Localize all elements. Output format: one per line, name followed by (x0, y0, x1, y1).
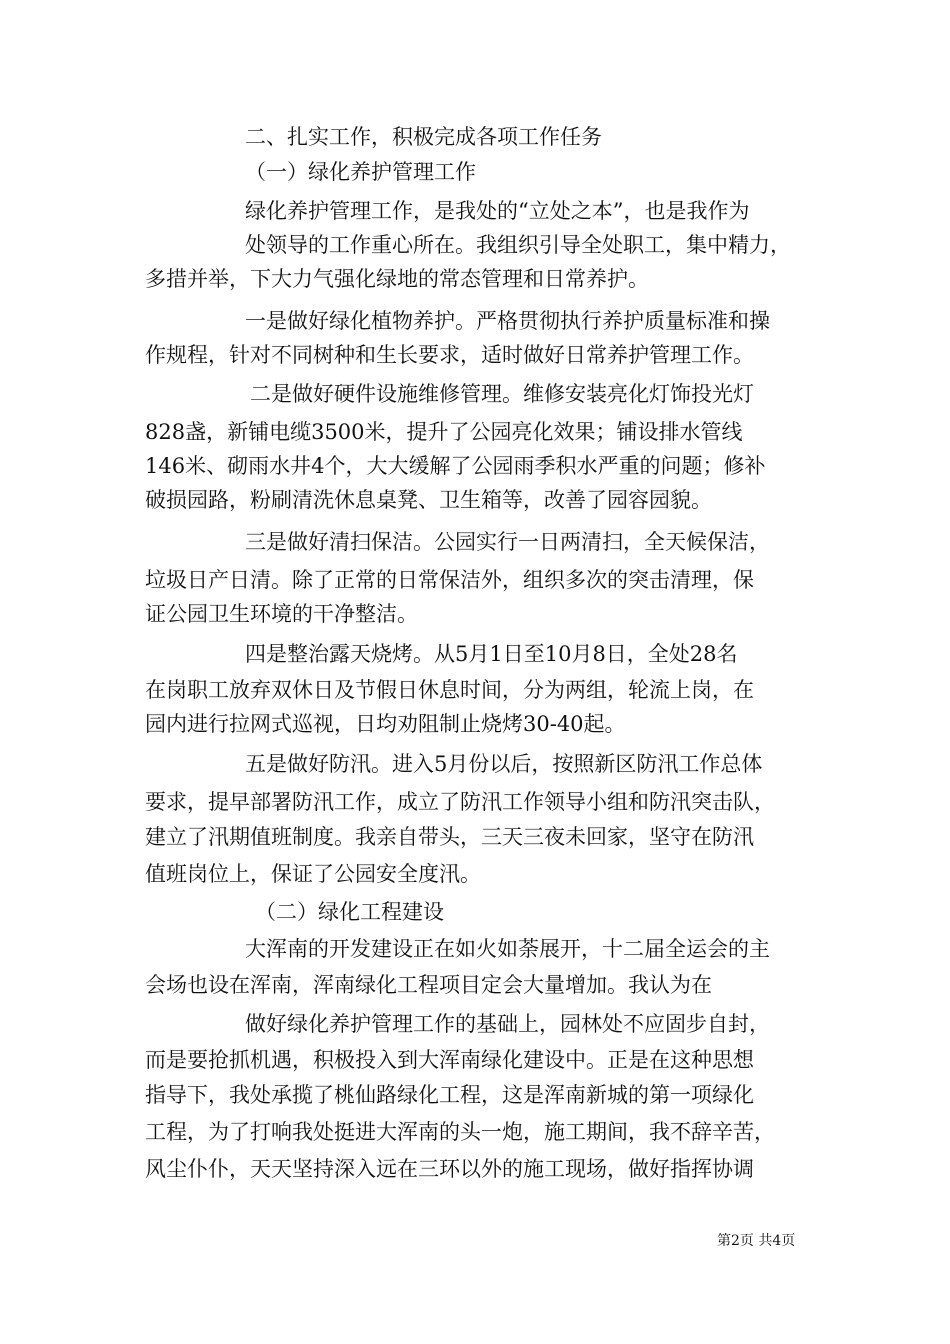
paragraph-line: 工程，为了打响我处挺进大浑南的头一炮，施工期间，我不辞辛苦， (145, 1120, 775, 1144)
paragraph-line: 大浑南的开发建设正在如火如荼展开，十二届全运会的主 (245, 937, 770, 961)
paragraph-line: 146米、砌雨水井4个，大大缓解了公园雨季积水严重的问题；修补 (145, 454, 766, 478)
paragraph-line: 园内进行拉网式巡视，日均劝阻制止烧烤30-40起。 (145, 712, 626, 736)
paragraph-line: 值班岗位上，保证了公园安全度汛。 (145, 862, 481, 886)
paragraph-line: 垃圾日产日清。除了正常的日常保洁外，组织多次的突击清理，保 (145, 568, 754, 592)
paragraph-line: 一是做好绿化植物养护。严格贯彻执行养护质量标准和操 (245, 309, 770, 333)
paragraph-line: 二是做好硬件设施维修管理。维修安装亮化灯饰投光灯 (250, 382, 754, 406)
paragraph-line: 五是做好防汛。进入5月份以后，按照新区防汛工作总体 (245, 752, 763, 776)
paragraph-line: 作规程，针对不同树种和生长要求，适时做好日常养护管理工作。 (145, 343, 754, 367)
subsection-heading: （一）绿化养护管理工作 (245, 160, 476, 184)
paragraph-line: 在岗职工放弃双休日及节假日休息时间，分为两组，轮流上岗，在 (145, 678, 754, 702)
page-number: 第2页 共4页 (717, 1233, 796, 1249)
paragraph-line: 多措并举，下大力气强化绿地的常态管理和日常养护。 (145, 267, 649, 291)
paragraph-line: 做好绿化养护管理工作的基础上，园林处不应固步自封， (245, 1012, 770, 1036)
paragraph-line: 会场也设在浑南，浑南绿化工程项目定会大量增加。我认为在 (145, 973, 712, 997)
paragraph-line: 三是做好清扫保洁。公园实行一日两清扫，全天候保洁， (245, 530, 770, 554)
paragraph-line: 建立了汛期值班制度。我亲自带头，三天三夜未回家，坚守在防汛 (145, 825, 754, 849)
paragraph-line: 指导下，我处承揽了桃仙路绿化工程，这是浑南新城的第一项绿化 (145, 1083, 754, 1107)
paragraph-line: 处领导的工作重心所在。我组织引导全处职工，集中精力， (245, 233, 791, 257)
paragraph-line: 风尘仆仆，天天坚持深入远在三环以外的施工现场，做好指挥协调 (145, 1157, 754, 1181)
paragraph-line: 828盏，新铺电缆3500米，提升了公园亮化效果；铺设排水管线 (145, 420, 743, 444)
paragraph-line: 绿化养护管理工作，是我处的“立处之本”，也是我作为 (245, 199, 750, 223)
paragraph-line: 要求，提早部署防汛工作，成立了防汛工作领导小组和防汛突击队， (145, 790, 775, 814)
section-heading: 二、扎实工作，积极完成各项工作任务 (245, 125, 602, 149)
paragraph-line: 而是要抢抓机遇，积极投入到大浑南绿化建设中。正是在这种思想 (145, 1048, 754, 1072)
subsection-heading: （二）绿化工程建设 (255, 900, 444, 924)
paragraph-line: 破损园路，粉刷清洗休息桌凳、卫生箱等，改善了园容园貌。 (145, 488, 712, 512)
paragraph-line: 四是整治露天烧烤。从5月1日至10月8日，全处28名 (245, 642, 738, 666)
paragraph-line: 证公园卫生环境的干净整洁。 (145, 602, 418, 626)
